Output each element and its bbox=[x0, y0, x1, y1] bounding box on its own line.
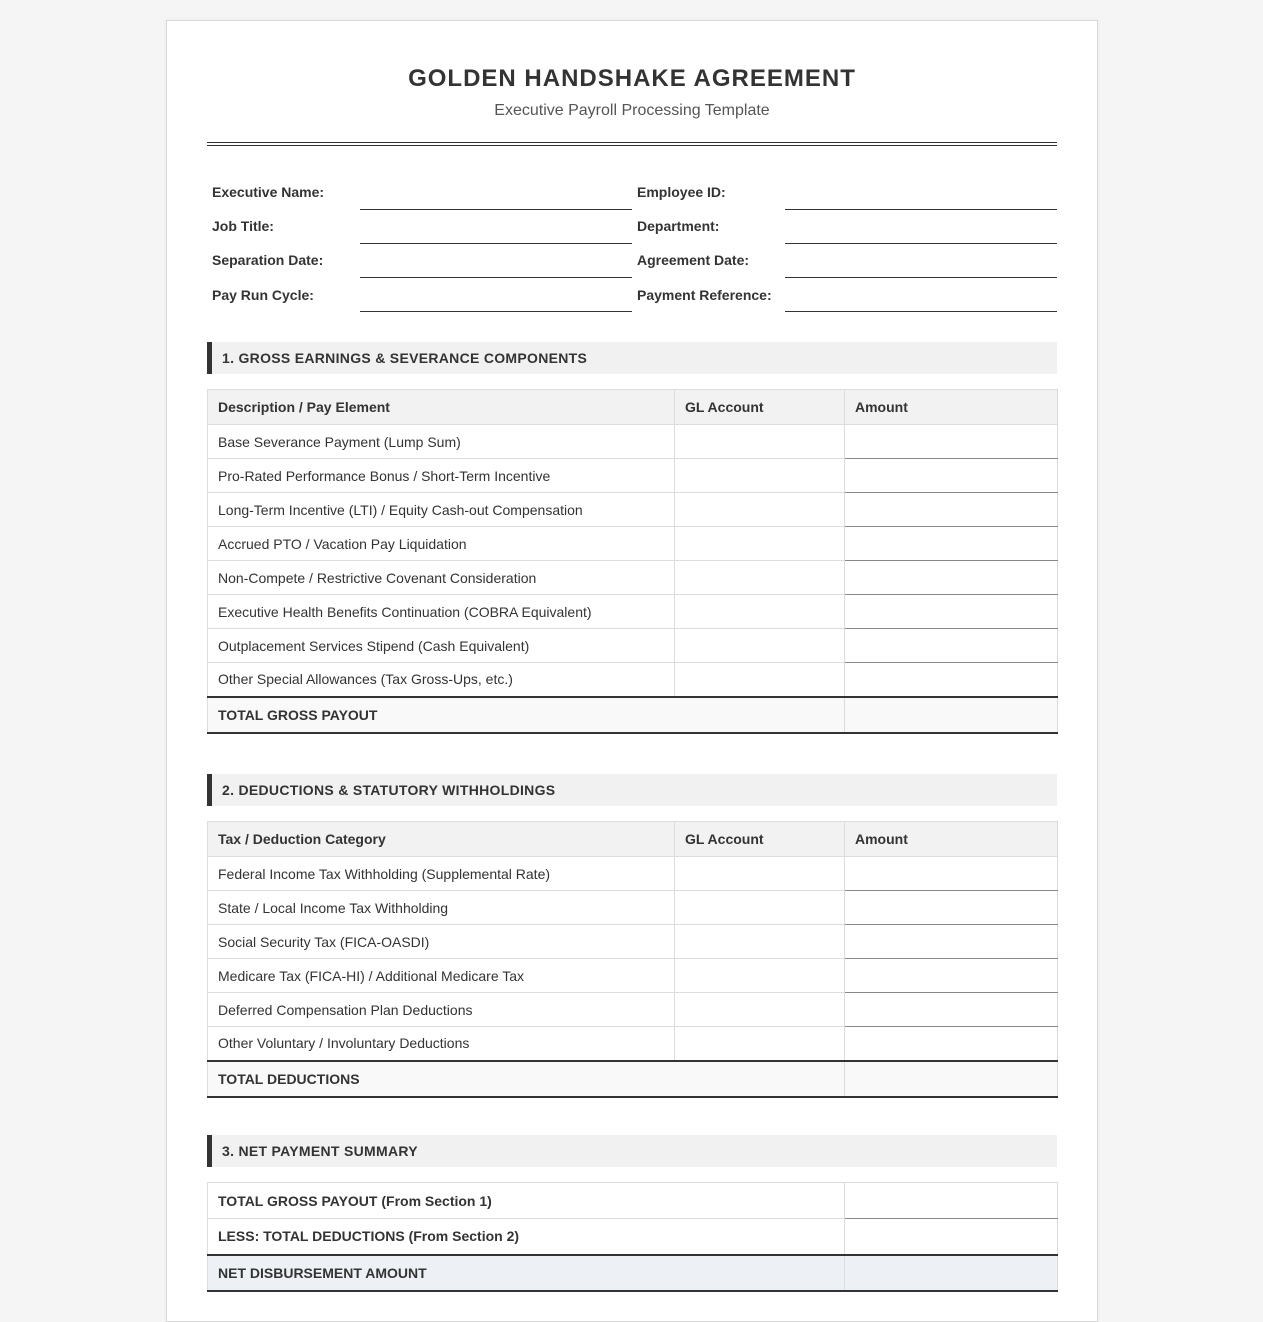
total-deductions-amount[interactable] bbox=[845, 1061, 1058, 1097]
agreement-date-field[interactable] bbox=[785, 277, 1057, 278]
gl-account-cell[interactable] bbox=[675, 1027, 845, 1061]
section-1-title: 1. GROSS EARNINGS & SEVERANCE COMPONENTS bbox=[222, 350, 588, 366]
deductions-table bbox=[207, 821, 1058, 1098]
amount-cell[interactable] bbox=[845, 595, 1058, 629]
column-header-gl-account: GL Account bbox=[675, 390, 845, 425]
row-label: State / Local Income Tax Withholding bbox=[208, 891, 675, 925]
gl-account-cell[interactable] bbox=[675, 629, 845, 663]
row-label: Accrued PTO / Vacation Pay Liquidation bbox=[208, 527, 675, 561]
summary-gross-label: TOTAL GROSS PAYOUT (From Section 1) bbox=[208, 1183, 845, 1219]
column-header-gl-account: GL Account bbox=[675, 822, 845, 857]
gl-account-cell[interactable] bbox=[675, 959, 845, 993]
gl-account-cell[interactable] bbox=[675, 857, 845, 891]
table-row bbox=[208, 1027, 1058, 1061]
document-subtitle: Executive Payroll Processing Template bbox=[494, 102, 770, 119]
summary-gross-amount[interactable] bbox=[845, 1183, 1058, 1219]
row-label: Medicare Tax (FICA-HI) / Additional Medicare Tax bbox=[208, 959, 675, 993]
table-row bbox=[208, 629, 1058, 663]
amount-cell[interactable] bbox=[845, 493, 1058, 527]
section-3-title: 3. NET PAYMENT SUMMARY bbox=[222, 1143, 418, 1159]
separation-date-label: Separation Date: bbox=[212, 252, 324, 268]
table-row bbox=[208, 561, 1058, 595]
gl-account-cell[interactable] bbox=[675, 663, 845, 697]
gl-account-cell[interactable] bbox=[675, 561, 845, 595]
total-gross-payout-amount[interactable] bbox=[845, 697, 1058, 733]
column-header-amount: Amount bbox=[845, 390, 1058, 425]
summary-less-deductions-label: LESS: TOTAL DEDUCTIONS (From Section 2) bbox=[208, 1219, 845, 1255]
total-gross-payout-label: TOTAL GROSS PAYOUT bbox=[208, 697, 845, 733]
summary-deductions-row bbox=[208, 1219, 1058, 1255]
gross-earnings-table bbox=[207, 389, 1058, 734]
gl-account-cell[interactable] bbox=[675, 595, 845, 629]
amount-cell[interactable] bbox=[845, 663, 1058, 697]
amount-cell[interactable] bbox=[845, 561, 1058, 595]
document-page bbox=[166, 20, 1098, 1322]
executive-name-label: Executive Name: bbox=[212, 184, 325, 200]
net-payment-summary-table bbox=[207, 1182, 1058, 1292]
gl-account-cell[interactable] bbox=[675, 925, 845, 959]
pay-run-cycle-field[interactable] bbox=[360, 311, 632, 312]
table-row bbox=[208, 595, 1058, 629]
net-disbursement-amount[interactable] bbox=[845, 1255, 1058, 1291]
row-label: Other Special Allowances (Tax Gross-Ups, etc.) bbox=[208, 663, 675, 697]
title-divider bbox=[207, 142, 1057, 146]
section-3-header bbox=[207, 1135, 1057, 1167]
total-deductions-label: TOTAL DEDUCTIONS bbox=[208, 1061, 845, 1097]
employee-id-field[interactable] bbox=[785, 209, 1057, 210]
gl-account-cell[interactable] bbox=[675, 493, 845, 527]
gl-account-cell[interactable] bbox=[675, 459, 845, 493]
amount-cell[interactable] bbox=[845, 925, 1058, 959]
row-label: Pro-Rated Performance Bonus / Short-Term Incentive bbox=[208, 459, 675, 493]
section-2-title: 2. DEDUCTIONS & STATUTORY WITHHOLDINGS bbox=[222, 782, 556, 798]
column-header-category: Tax / Deduction Category bbox=[208, 822, 675, 857]
table-header-row bbox=[208, 822, 1058, 857]
payment-reference-label: Payment Reference: bbox=[637, 287, 772, 303]
gl-account-cell[interactable] bbox=[675, 993, 845, 1027]
table-row bbox=[208, 527, 1058, 561]
amount-cell[interactable] bbox=[845, 459, 1058, 493]
gl-account-cell[interactable] bbox=[675, 425, 845, 459]
table-row bbox=[208, 925, 1058, 959]
row-label: Deferred Compensation Plan Deductions bbox=[208, 993, 675, 1027]
gl-account-cell[interactable] bbox=[675, 527, 845, 561]
amount-cell[interactable] bbox=[845, 425, 1058, 459]
table-row bbox=[208, 493, 1058, 527]
table-header-row bbox=[208, 390, 1058, 425]
total-deductions-row bbox=[208, 1061, 1058, 1097]
column-header-description: Description / Pay Element bbox=[208, 390, 675, 425]
amount-cell[interactable] bbox=[845, 527, 1058, 561]
separation-date-field[interactable] bbox=[360, 277, 632, 278]
job-title-field[interactable] bbox=[360, 243, 632, 244]
row-label: Base Severance Payment (Lump Sum) bbox=[208, 425, 675, 459]
net-disbursement-label: NET DISBURSEMENT AMOUNT bbox=[208, 1255, 845, 1291]
amount-cell[interactable] bbox=[845, 857, 1058, 891]
payment-reference-field[interactable] bbox=[785, 311, 1057, 312]
amount-cell[interactable] bbox=[845, 629, 1058, 663]
department-field[interactable] bbox=[785, 243, 1057, 244]
row-label: Federal Income Tax Withholding (Supplemental Rate) bbox=[208, 857, 675, 891]
table-row bbox=[208, 459, 1058, 493]
row-label: Outplacement Services Stipend (Cash Equivalent) bbox=[208, 629, 675, 663]
gl-account-cell[interactable] bbox=[675, 891, 845, 925]
summary-deductions-amount[interactable] bbox=[845, 1219, 1058, 1255]
row-label: Executive Health Benefits Continuation (COBRA Equivalent) bbox=[208, 595, 675, 629]
agreement-date-label: Agreement Date: bbox=[637, 252, 750, 268]
amount-cell[interactable] bbox=[845, 1027, 1058, 1061]
job-title-label: Job Title: bbox=[212, 218, 274, 234]
summary-gross-row bbox=[208, 1183, 1058, 1219]
row-label: Long-Term Incentive (LTI) / Equity Cash-out Compensation bbox=[208, 493, 675, 527]
department-label: Department: bbox=[637, 218, 720, 234]
table-row bbox=[208, 993, 1058, 1027]
section-2-header bbox=[207, 774, 1057, 806]
table-row bbox=[208, 663, 1058, 697]
section-1-header bbox=[207, 342, 1057, 374]
amount-cell[interactable] bbox=[845, 993, 1058, 1027]
document-title: GOLDEN HANDSHAKE AGREEMENT bbox=[408, 65, 856, 92]
table-row bbox=[208, 857, 1058, 891]
table-row bbox=[208, 959, 1058, 993]
total-gross-payout-row bbox=[208, 697, 1058, 733]
table-row bbox=[208, 891, 1058, 925]
row-label: Social Security Tax (FICA-OASDI) bbox=[208, 925, 675, 959]
executive-name-field[interactable] bbox=[360, 209, 632, 210]
row-label: Non-Compete / Restrictive Covenant Consideration bbox=[208, 561, 675, 595]
table-row bbox=[208, 425, 1058, 459]
pay-run-cycle-label: Pay Run Cycle: bbox=[212, 287, 314, 303]
amount-cell[interactable] bbox=[845, 891, 1058, 925]
net-disbursement-row bbox=[208, 1255, 1058, 1291]
employee-id-label: Employee ID: bbox=[637, 184, 726, 200]
row-label: Other Voluntary / Involuntary Deductions bbox=[208, 1027, 675, 1061]
amount-cell[interactable] bbox=[845, 959, 1058, 993]
column-header-amount: Amount bbox=[845, 822, 1058, 857]
